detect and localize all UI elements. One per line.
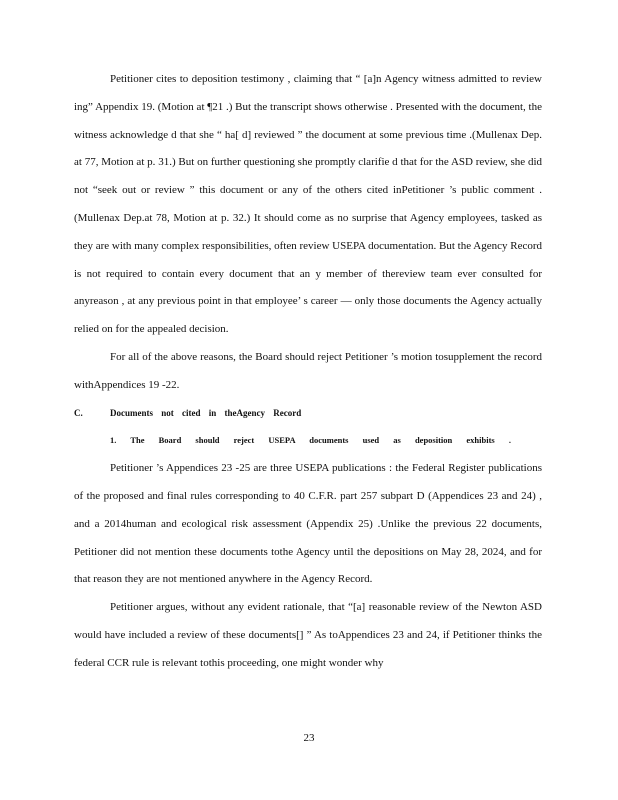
section-heading-letter: C. (74, 407, 83, 418)
paragraph-appendices-23-25: Petitioner ’s Appendices 23 -25 are three USEPA publications : the Federal Register publications of the proposed and final rules corresponding to 40 C.F.R. part 257 subpart D (Appendices 23 and 24) , and a 2014human and ecological risk assessment (Appendix 25) .Unlike the previous 22 documents, Petitioner did not mention these documents tothe Agency until the depositions on May 28, 2024, and for that reason they are not mentioned anywhere in the Agency Record. (74, 462, 542, 586)
subsection-heading-1: 1. The Board should reject USEPA documents used as deposition exhibits . (110, 435, 511, 446)
paragraph-conclusion: For all of the above reasons, the Board should reject Petitioner ’s motion tosupplement the record withAppendices 19 -22. (74, 350, 542, 391)
body-text (74, 66, 542, 678)
paragraph-petitioner-argues: Petitioner argues, without any evident rationale, that “[a] reasonable review of the Newton ASD would have included a review of these documents[] ” As toAppendices 23 and 24, if Petitioner thinks the federal CCR rule is relevant tothis proceeding, one might wonder why (74, 601, 542, 669)
section-heading-c (74, 400, 542, 428)
section-heading-text: Documents not cited in theAgency Record (110, 407, 302, 418)
page-number: 23 (303, 732, 315, 744)
paragraph-deposition-testimony: Petitioner cites to deposition testimony , claiming that “ [a]n Agency witness admitted to review ing” Appendix 19. (Motion at ¶21 .) But the transcript shows otherwise . Presented with the document, the witness acknowledge d that she “ ha[ d] reviewed ” the document at some previous time .(Mullenax Dep. at 77, Motion at p. 31.) But on further questioning she promptly clarifie d that for the ASD review, she did not “seek out or review ” this document or any of the others cited inPetitioner ’s public comment .(Mullenax Dep.at 78, Motion at p. 32.) It should come as no surprise that Agency employees, tasked as they are with many complex responsibilities, often review USEPA documentation. But the Agency Record is not required to contain every document that an y member of thereview team ever consulted for anyreason , at any previous point in that employee’ s career — only those documents the Agency actually relied on for the appealed decision. (74, 73, 542, 336)
